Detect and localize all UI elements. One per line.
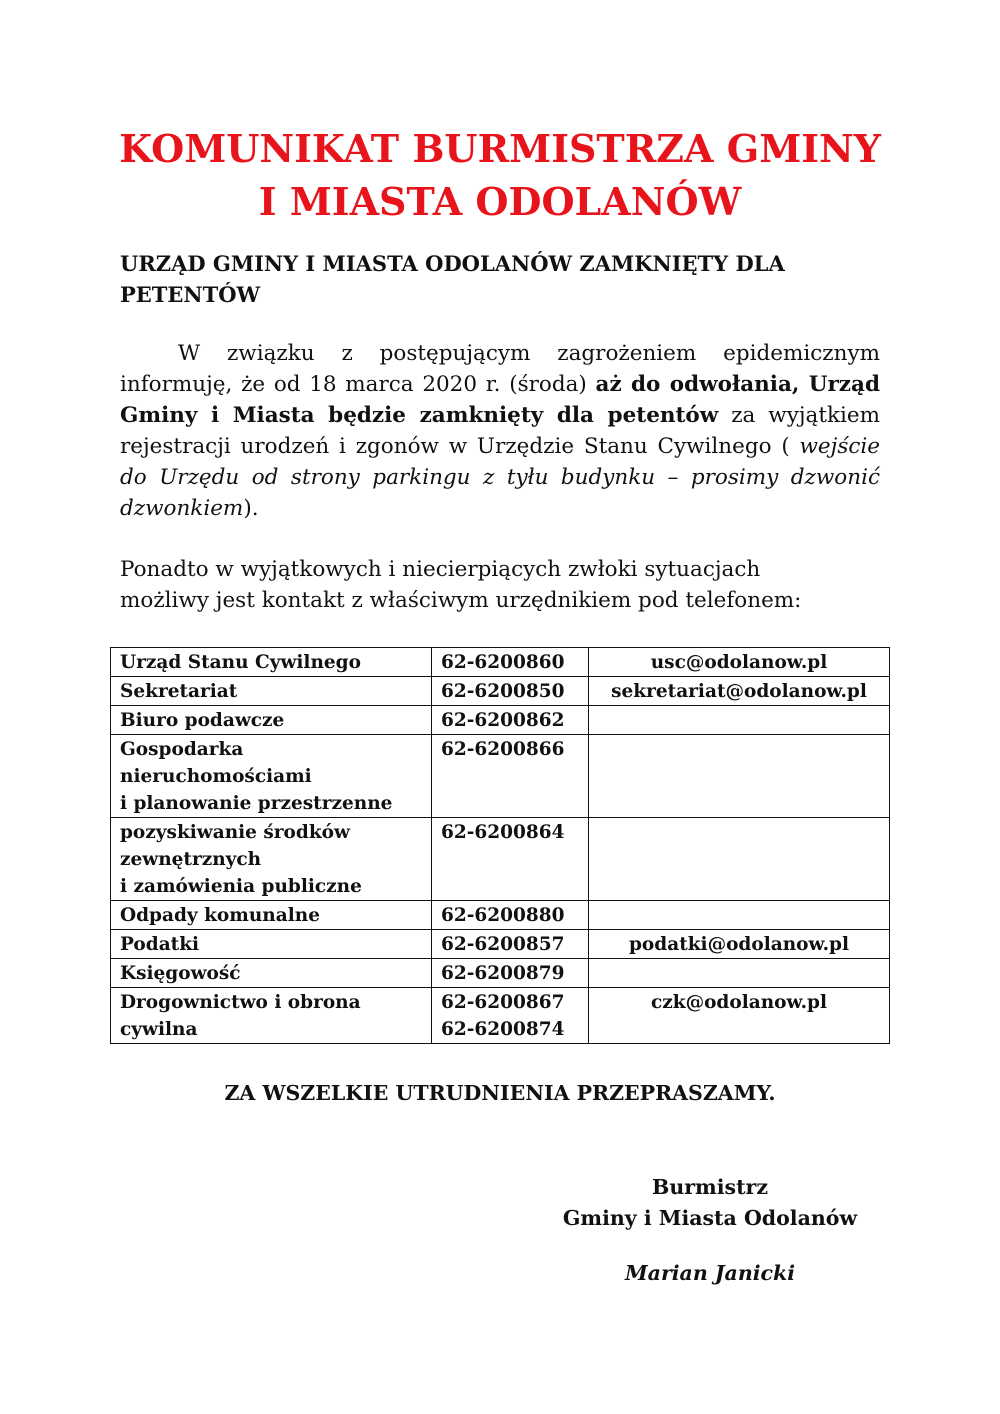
contact-phone-number: 62-6200862: [441, 710, 565, 731]
contact-phone-number: 62-6200857: [441, 934, 565, 955]
announcement-paragraph: [120, 338, 880, 524]
contact-phone-number: 62-6200866: [441, 739, 565, 760]
contact-department: [111, 818, 432, 901]
contact-department: [111, 988, 432, 1044]
contact-department-line: cywilna: [120, 1019, 198, 1040]
contact-phone-number: 62-6200879: [441, 963, 565, 984]
contact-email: [589, 706, 890, 735]
contact-department-line: Księgowość: [120, 963, 241, 984]
signature-block: [520, 1172, 900, 1289]
contact-email: [589, 901, 890, 930]
contact-department: [111, 706, 432, 735]
signature-role-line-1: Burmistrz: [652, 1175, 768, 1199]
apology-text: ZA WSZELKIE UTRUDNIENIA PRZEPRASZAMY.: [224, 1081, 776, 1105]
contact-department: [111, 735, 432, 818]
contact-intro-line-2: możliwy jest kontakt z właściwym urzędnikiem pod telefonem:: [120, 588, 802, 613]
table-row: [111, 930, 890, 959]
table-row: [111, 901, 890, 930]
contact-email: podatki@odolanow.pl: [589, 930, 890, 959]
contact-email: [589, 959, 890, 988]
contact-phone: [432, 959, 589, 988]
contact-department-line: pozyskiwanie środków: [120, 822, 350, 843]
contact-department-line: Odpady komunalne: [120, 905, 320, 926]
contact-department: [111, 930, 432, 959]
contact-phone: [432, 988, 589, 1044]
page-title-line-2: I MIASTA ODOLANÓW: [258, 179, 742, 224]
table-row: [111, 818, 890, 901]
contact-department: [111, 677, 432, 706]
contact-phone: [432, 901, 589, 930]
contact-phone: [432, 677, 589, 706]
contact-email: [589, 735, 890, 818]
table-row: [111, 988, 890, 1044]
contact-intro: [120, 554, 890, 616]
contact-department: [111, 648, 432, 677]
contact-department-line: i planowanie przestrzenne: [120, 793, 393, 814]
contact-phone-number: 62-6200860: [441, 652, 565, 673]
contact-department: [111, 901, 432, 930]
paragraph-text-2: za wyjątkiem rejestracji urodzeń i zgonów w Urzędzie Stanu Cywilnego (: [120, 403, 880, 459]
paragraph-text-3: ).: [243, 496, 259, 521]
table-row: [111, 648, 890, 677]
contact-department-line: nieruchomościami: [120, 766, 312, 787]
signature-name: Marian Janicki: [624, 1261, 796, 1285]
contact-department-line: Podatki: [120, 934, 200, 955]
page-title-line-1: KOMUNIKAT BURMISTRZA GMINY: [119, 126, 881, 171]
contact-department-line: i zamówienia publiczne: [120, 876, 362, 897]
contact-phone-number: 62-6200874: [441, 1019, 565, 1040]
contact-department-line: Sekretariat: [120, 681, 238, 702]
contact-email: czk@odolanow.pl: [589, 988, 890, 1044]
paragraph-bold-text: aż do odwołania, Urząd Gminy i Miasta będzie zamknięty dla petentów: [120, 372, 880, 428]
contact-phone: [432, 818, 589, 901]
contact-department-line: Biuro podawcze: [120, 710, 285, 731]
paragraph-italic-text: wejście do Urzędu od strony parkingu z tyłu budynku – prosimy dzwonić dzwonkiem: [120, 434, 880, 521]
contact-department-line: Gospodarka: [120, 739, 244, 760]
table-row: [111, 677, 890, 706]
table-row: [111, 706, 890, 735]
contact-phone-number: 62-6200867: [441, 992, 565, 1013]
table-row: [111, 959, 890, 988]
signature-role-line-2: Gminy i Miasta Odolanów: [562, 1206, 858, 1230]
contact-phone-number: 62-6200850: [441, 681, 565, 702]
contact-department: [111, 959, 432, 988]
contacts-table: [110, 647, 890, 1044]
paragraph-text-1: W związku z postępującym zagrożeniem epidemicznym informuję, że od 18 marca 2020 r. (środa): [120, 341, 880, 397]
contact-email: usc@odolanow.pl: [589, 648, 890, 677]
contact-phone-number: 62-6200880: [441, 905, 565, 926]
contact-phone: [432, 930, 589, 959]
section-heading: URZĄD GMINY I MIASTA ODOLANÓW ZAMKNIĘTY DLA PETENTÓW: [120, 251, 785, 307]
contact-intro-line-1: Ponadto w wyjątkowych i niecierpiących zwłoki sytuacjach: [120, 557, 761, 582]
contact-phone-number: 62-6200864: [441, 822, 565, 843]
contact-department-line: Urząd Stanu Cywilnego: [120, 652, 361, 673]
contact-phone: [432, 735, 589, 818]
page-title: [0, 122, 1000, 228]
contact-phone: [432, 648, 589, 677]
contact-email: sekretariat@odolanow.pl: [589, 677, 890, 706]
contact-department-line: Drogownictwo i obrona: [120, 992, 361, 1013]
table-row: [111, 735, 890, 818]
contact-department-line: zewnętrznych: [120, 849, 262, 870]
contact-phone: [432, 706, 589, 735]
contact-email: [589, 818, 890, 901]
contacts-table-body: [111, 648, 890, 1044]
